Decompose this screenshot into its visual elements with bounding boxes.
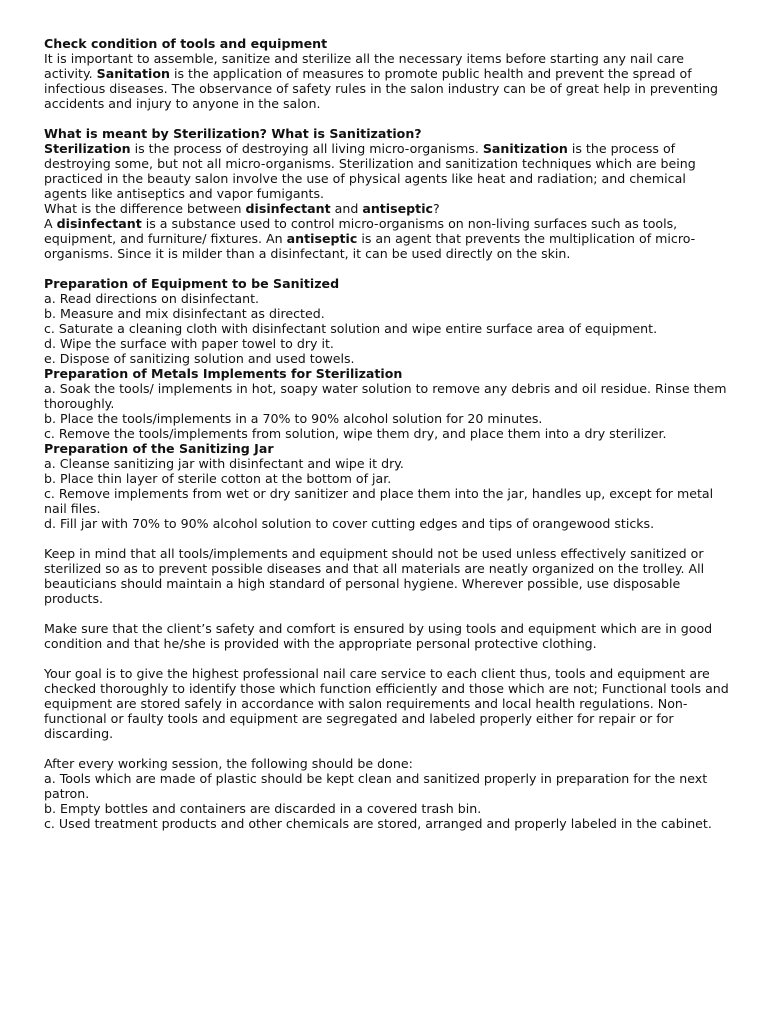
paragraph-make-sure: Make sure that the client’s safety and comfort is ensured by using tools and equipment which are in good condition and that he/she is provided with the appropriate personal protective clothing.: [44, 621, 713, 651]
list-item: a. Soak the tools/ implements in hot, soapy water solution to remove any debris and oil residue. Rinse them thoroughly.: [44, 381, 727, 411]
list-item: a. Cleanse sanitizing jar with disinfectant and wipe it dry.: [44, 456, 404, 471]
text-span: It is important to assemble, sanitize and sterilize all the necessary items before starting any nail care activity.: [44, 51, 684, 81]
list-item: c. Remove implements from wet or dry sanitizer and place them into the jar, handles up, except for metal nail files.: [44, 486, 714, 516]
paragraph-after-session-intro: After every working session, the following should be done:: [44, 756, 413, 771]
list-item: b. Place thin layer of sterile cotton at the bottom of jar.: [44, 471, 392, 486]
heading-prep-metals: Preparation of Metals Implements for Sterilization: [44, 366, 403, 381]
list-item: a. Tools which are made of plastic should be kept clean and sanitized properly in preparation for the next patron.: [44, 771, 708, 801]
text-span: is the process of destroying some, but not all micro-organisms. Sterilization and sanitization techniques which are being practiced in the beauty salon involve the use of physical agents like heat and radiation; and chemical agents like antiseptics and vapor fumigants.: [44, 141, 696, 201]
term-antiseptic: antiseptic: [286, 231, 358, 246]
list-item: c. Used treatment products and other chemicals are stored, arranged and properly labeled in the cabinet.: [44, 816, 712, 831]
paragraph-your-goal: Your goal is to give the highest professional nail care service to each client thus, tools and equipment are checked thoroughly to identify those which function efficiently and those which are not; Functional tools and equipment are stored safely in accordance with salon requirements and local health regulations. Non-functional or faulty tools and equipment are segregated and labeled properly either for repair or for discarding.: [44, 666, 729, 741]
text-span: ?: [432, 201, 440, 216]
paragraph-sanitation-intro: [44, 51, 732, 111]
heading-sterilization-question: What is meant by Sterilization? What is Sanitization?: [44, 126, 422, 141]
paragraph-disinfectant-definition: [44, 216, 732, 261]
document-page: [44, 36, 732, 831]
list-item: c. Remove the tools/implements from solution, wipe them dry, and place them into a dry sterilizer.: [44, 426, 667, 441]
paragraph-sterilization-definition: [44, 141, 732, 201]
question-difference: [44, 201, 732, 216]
heading-prep-jar: Preparation of the Sanitizing Jar: [44, 441, 274, 456]
text-span: What is the difference between: [44, 201, 246, 216]
list-item: d. Fill jar with 70% to 90% alcohol solution to cover cutting edges and tips of orangewood sticks.: [44, 516, 655, 531]
text-span: is an agent that prevents the multiplication of micro-organisms. Since it is milder than a disinfectant, it can be used directly on the skin.: [44, 231, 696, 261]
paragraph-keep-in-mind: Keep in mind that all tools/implements and equipment should not be used unless effectively sanitized or sterilized so as to prevent possible diseases and that all materials are neatly organized on the trolley. All beauticians should maintain a high standard of personal hygiene. Wherever possible, use disposable products.: [44, 546, 705, 606]
text-span: is the application of measures to promote public health and prevent the spread of infectious diseases. The observance of safety rules in the salon industry can be of great help in preventing accidents and injury to anyone in the salon.: [44, 66, 719, 111]
text-span: is a substance used to control micro-organisms on non-living surfaces such as tools, equipment, and furniture/ fixtures. An: [44, 216, 678, 246]
list-item: b. Measure and mix disinfectant as directed.: [44, 306, 325, 321]
term-sanitation: Sanitation: [96, 66, 170, 81]
heading-prep-equipment: Preparation of Equipment to be Sanitized: [44, 276, 340, 291]
list-item: b. Empty bottles and containers are discarded in a covered trash bin.: [44, 801, 482, 816]
list-item: b. Place the tools/implements in a 70% to 90% alcohol solution for 20 minutes.: [44, 411, 543, 426]
text-span: and: [330, 201, 363, 216]
text-span: is the process of destroying all living micro-organisms.: [130, 141, 483, 156]
term-sanitization: Sanitization: [482, 141, 568, 156]
list-item: a. Read directions on disinfectant.: [44, 291, 260, 306]
list-item: e. Dispose of sanitizing solution and used towels.: [44, 351, 355, 366]
term-disinfectant: disinfectant: [56, 216, 142, 231]
text-span: A: [44, 216, 57, 231]
list-item: d. Wipe the surface with paper towel to dry it.: [44, 336, 334, 351]
term-antiseptic: antiseptic: [362, 201, 433, 216]
term-sterilization: Sterilization: [44, 141, 131, 156]
list-item: c. Saturate a cleaning cloth with disinfectant solution and wipe entire surface area of equipment.: [44, 321, 658, 336]
heading-check-condition: Check condition of tools and equipment: [44, 36, 328, 51]
term-disinfectant: disinfectant: [245, 201, 331, 216]
